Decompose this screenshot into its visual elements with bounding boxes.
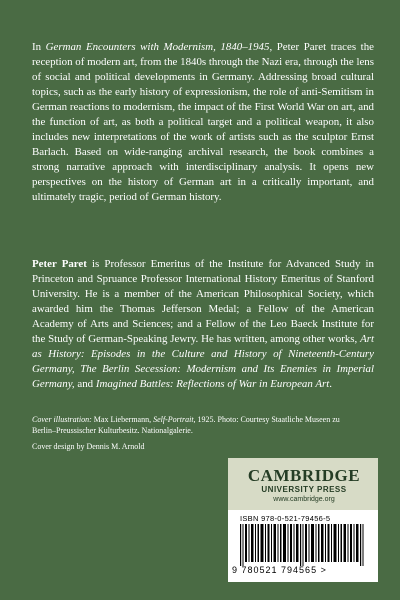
- publisher-band: [228, 458, 378, 510]
- isbn-label: ISBN 978-0-521-79456-5: [240, 514, 331, 523]
- illustration-text-2: , 1925. Photo: Courtesy Staatliche Museen zu Berlin–Preussischer Kulturbesitz. Nationalgalerie.: [32, 415, 340, 435]
- publisher-name: CAMBRIDGE: [247, 466, 361, 485]
- description-intro: In: [32, 41, 46, 53]
- illustration-text-1: Max Liebermann,: [91, 415, 154, 424]
- cover-credits: [32, 414, 362, 457]
- bio-text-3: .: [329, 378, 332, 390]
- barcode-digits: 9 780521 794565 >: [232, 565, 327, 575]
- book-title: German Encounters with Modernism, 1840–1945: [45, 41, 270, 53]
- author-bio: [32, 257, 374, 392]
- publisher-subtitle: UNIVERSITY PRESS: [261, 485, 347, 494]
- book-description: [32, 40, 374, 205]
- illustration-work: Self-Portrait: [153, 415, 194, 424]
- bio-text-1: is Professor Emeritus of the Institute for Advanced Study in Princeton and Spruance Professor International History Emeritus of Stanford University. He is a member of the American Philosophical Society, which awarded him the Thomas Jefferson Medal; a Fellow of the American Academy of Arts and Sciences; and a Fellow of the Leo Baeck Institute for the Study of German-Speaking Jewry. He has written, among other works,: [32, 258, 374, 345]
- bio-text-2: and: [74, 378, 96, 390]
- bio-works-1: Art as History: Episodes in the Culture and History of Nineteenth-Century Germany, The Berlin Secession: Modernism and Its Enemies in Imperial Germany,: [32, 333, 374, 390]
- description-body: , Peter Paret traces the reception of modern art, from the 1840s through the Nazi era, through the lens of social and political developments in Germany. Addressing broad cultural topics, such as the early history of expressionism, the role of anti-Semitism in German reactions to modernism, the impact of the First World War on art, and the function of art, as both a political target and a political weapon, it also includes new interpretations of the work of artists such as the sculptor Ernst Barlach. Based on wide-ranging archival research, the book combines a strong narrative approach with interdisciplinary analysis. It opens new perspectives on the history of German art in a critically important, and ultimately tragic, period of German history.: [32, 41, 374, 203]
- design-credit: Cover design by Dennis M. Arnold: [32, 442, 145, 451]
- bio-works-2: Imagined Battles: Reflections of War in European Art: [95, 378, 330, 390]
- illustration-label: Cover illustration:: [32, 415, 92, 424]
- illustration-credit: [32, 414, 362, 436]
- publisher-url: www.cambridge.org: [273, 496, 335, 503]
- barcode-icon: [238, 524, 366, 566]
- publisher-box: [228, 458, 378, 582]
- author-name: Peter Paret: [32, 258, 87, 270]
